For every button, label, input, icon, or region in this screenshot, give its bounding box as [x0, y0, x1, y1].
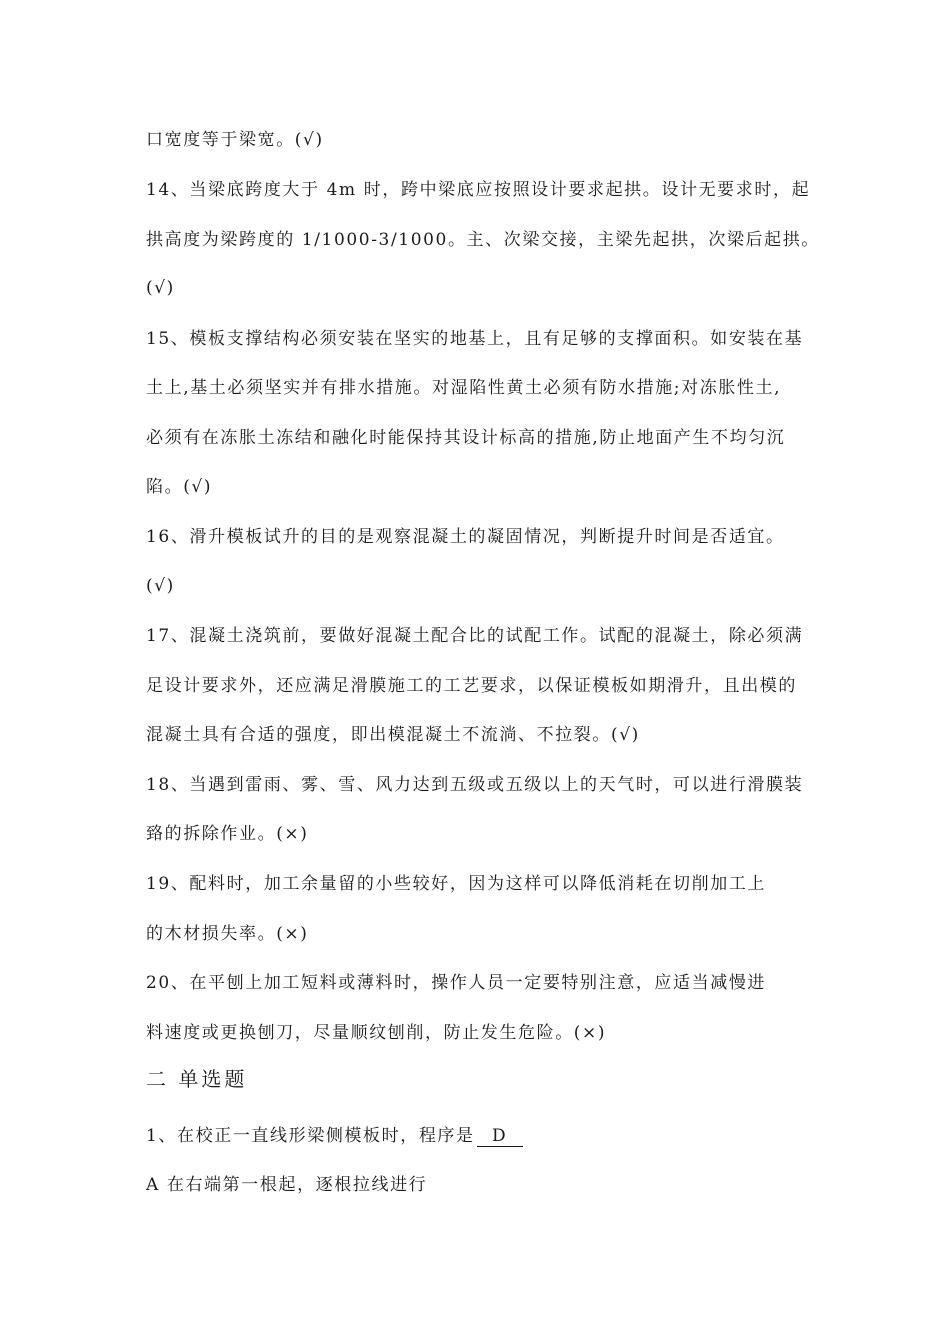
answer-blank: D: [477, 1126, 523, 1147]
section-title: 二 单选题: [146, 1067, 248, 1091]
text-line: 18、当遇到雷雨、雾、雪、风力达到五级或五级以上的天气时，可以进行滑膜装: [146, 775, 804, 795]
option-a: A 在右端第一根起，逐根拉线进行: [146, 1175, 428, 1195]
text-line: 料速度或更换刨刀，尽量顺纹刨削，防止发生危险。(×): [146, 1023, 607, 1043]
text-line: 16、滑升模板试升的目的是观察混凝土的凝固情况，判断提升时间是否适宜。: [146, 527, 785, 547]
text-line: 19、配料时，加工余量留的小些较好，因为这样可以降低消耗在切削加工上: [146, 874, 767, 894]
text-line: (√): [146, 278, 175, 298]
text-line: 混凝土具有合适的强度，即出模混凝土不流淌、不拉裂。(√): [146, 725, 640, 745]
text-line: 20、在平刨上加工短料或薄料时，操作人员一定要特别注意，应适当减慢进: [146, 973, 767, 993]
text-line: 足设计要求外，还应满足滑膜施工的工艺要求，以保证模板如期滑升，且出模的: [146, 676, 797, 696]
text-line: 臵的拆除作业。(×): [146, 824, 309, 844]
text-line: 陷。(√): [146, 477, 213, 497]
question-stem: [146, 1124, 523, 1148]
text-line: 口宽度等于梁宽。(√): [146, 130, 324, 150]
text-line: 17、混凝土浇筑前，要做好混凝土配合比的试配工作。试配的混凝土，除必须满: [146, 626, 804, 646]
text-line: 必须有在冻胀土冻结和融化时能保持其设计标高的措施,防止地面产生不均匀沉: [146, 428, 786, 448]
text-line: 土上,基土必须坚实并有排水措施。对湿陷性黄土必须有防水措施;对冻胀性土,: [146, 378, 782, 398]
text-line: 的木材损失率。(×): [146, 924, 309, 944]
text-line: 14、当梁底跨度大于 4m 时，跨中梁底应按照设计要求起拱。设计无要求时，起: [146, 180, 811, 200]
text-line: 15、模板支撑结构必须安装在坚实的地基上，且有足够的支撑面积。如安装在基: [146, 329, 804, 349]
text-line: (√): [146, 576, 175, 596]
text-line: 拱高度为梁跨度的 1/1000-3/1000。主、次梁交接，主梁先起拱，次梁后起拱。: [146, 230, 820, 250]
question-stem-text: 1、在校正一直线形梁侧模板时，程序是: [146, 1126, 475, 1146]
